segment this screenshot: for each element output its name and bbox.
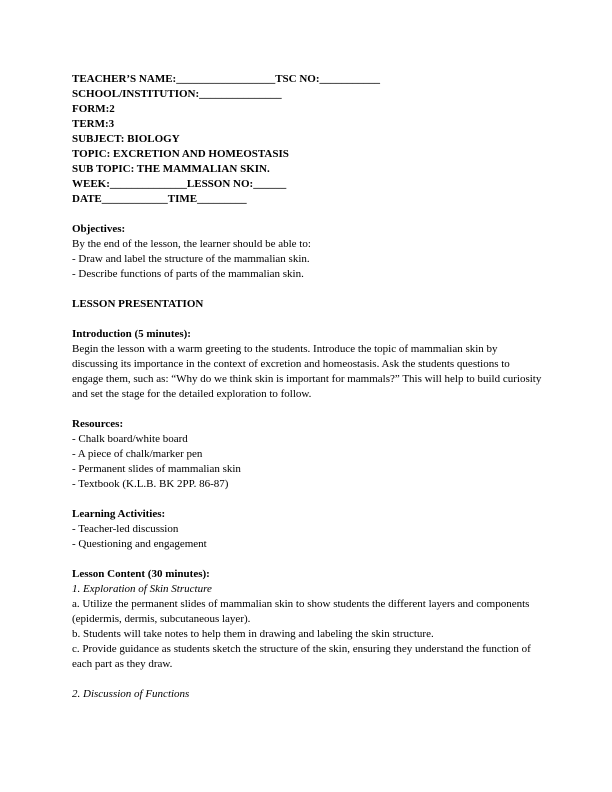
resource-item: - A piece of chalk/marker pen: [72, 448, 203, 460]
resource-item: - Textbook (K.L.B. BK 2PP. 86-87): [72, 478, 229, 490]
objectives-intro: By the end of the lesson, the learner should be able to:: [72, 238, 311, 250]
school-line: SCHOOL/INSTITUTION:_______________: [72, 88, 282, 100]
lesson-plan-page: [72, 72, 542, 702]
lesson-content-item-c: c. Provide guidance as students sketch the structure of the skin, ensuring they understand the function of each part as they draw.: [72, 643, 531, 670]
form-line: FORM:2: [72, 103, 115, 115]
resource-item: - Permanent slides of mammalian skin: [72, 463, 241, 475]
lesson-content-item-a: a. Utilize the permanent slides of mammalian skin to show students the different layers and components (epidermis, dermis, subcutaneous layer).: [72, 598, 530, 625]
subtopic-line: SUB TOPIC: THE MAMMALIAN SKIN.: [72, 163, 270, 175]
introduction-heading: Introduction (5 minutes):: [72, 328, 191, 340]
introduction-text: Begin the lesson with a warm greeting to the students. Introduce the topic of mammalian skin by discussing its importance in the context of excretion and homeostasis. Ask the students questions to engage them, such as: “Why do we think skin is important for mammals?” This will help to build curiosity and set the stage for the detailed exploration to follow.: [72, 343, 542, 400]
resource-item: - Chalk board/white board: [72, 433, 188, 445]
activity-item: - Teacher-led discussion: [72, 523, 179, 535]
lesson-presentation-heading: LESSON PRESENTATION: [72, 298, 204, 310]
objective-item: - Describe functions of parts of the mammalian skin.: [72, 268, 304, 280]
term-line: TERM:3: [72, 118, 115, 130]
teacher-name-line: TEACHER’S NAME:__________________TSC NO:___________: [72, 73, 381, 85]
objective-item: - Draw and label the structure of the mammalian skin.: [72, 253, 310, 265]
lesson-content-subheading-1: 1. Exploration of Skin Structure: [72, 583, 212, 595]
learning-activities-heading: Learning Activities:: [72, 508, 166, 520]
objectives-heading: Objectives:: [72, 223, 126, 235]
subject-line: SUBJECT: BIOLOGY: [72, 133, 180, 145]
date-line: DATE____________TIME_________: [72, 193, 247, 205]
lesson-content-heading: Lesson Content (30 minutes):: [72, 568, 210, 580]
topic-line: TOPIC: EXCRETION AND HOMEOSTASIS: [72, 148, 289, 160]
resources-heading: Resources:: [72, 418, 124, 430]
week-line: WEEK:______________LESSON NO:______: [72, 178, 287, 190]
activity-item: - Questioning and engagement: [72, 538, 207, 550]
lesson-content-subheading-2: 2. Discussion of Functions: [72, 688, 190, 700]
lesson-content-item-b: b. Students will take notes to help them in drawing and labeling the skin structure.: [72, 628, 434, 640]
